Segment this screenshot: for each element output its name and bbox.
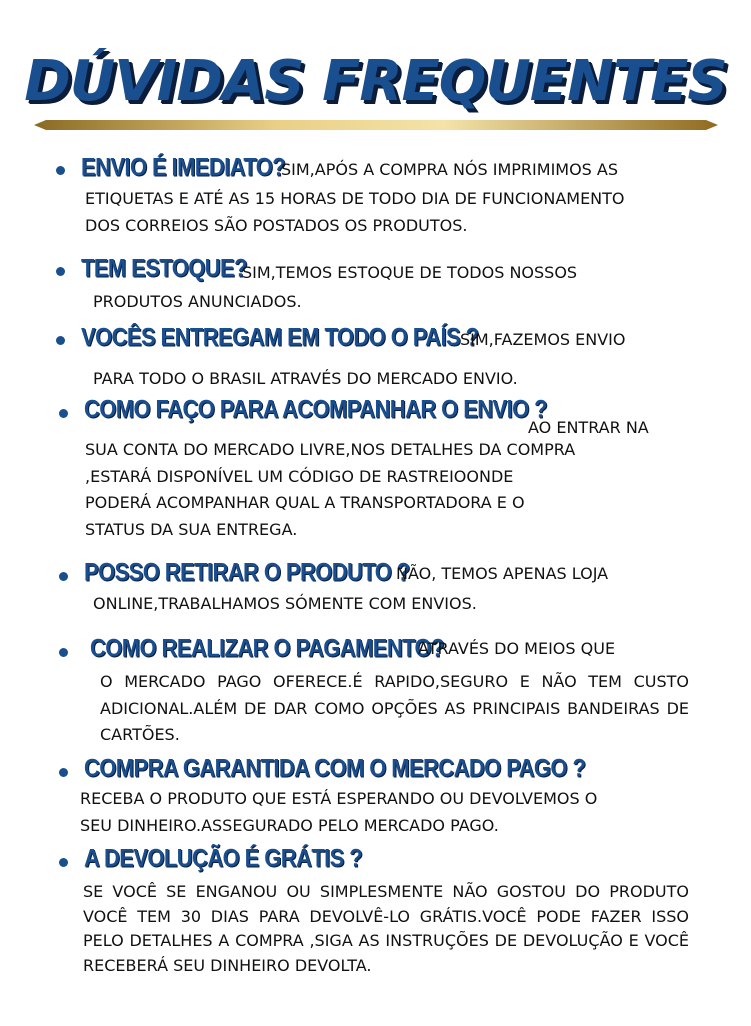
faq-question: ENVIO É IMEDIATO?	[81, 152, 286, 181]
faq-answer-line: PODERÁ ACOMPANHAR QUAL A TRANSPORTADORA E O	[85, 493, 525, 512]
bullet-icon	[59, 409, 68, 418]
faq-question: A DEVOLUÇÃO É GRÁTIS ?	[84, 843, 363, 872]
bullet-icon	[59, 768, 68, 777]
faq-answer-inline: SIM,TEMOS ESTOQUE DE TODOS NOSSOS	[242, 263, 578, 282]
faq-answer	[93, 366, 518, 393]
faq-answer-inline: NÃO, TEMOS APENAS LOJA	[396, 564, 609, 583]
faq-question: COMPRA GARANTIDA COM O MERCADO PAGO ?	[84, 753, 586, 782]
faq-answer-line: STATUS DA SUA ENTREGA.	[85, 519, 298, 539]
page-title: DÚVIDAS FREQUENTES	[24, 49, 727, 114]
faq-answer	[85, 437, 575, 543]
faq-answer	[85, 186, 625, 239]
faq-answer-line: PARA TODO O BRASIL ATRAVÉS DO MERCADO ENVIO.	[93, 369, 518, 388]
bullet-icon	[56, 166, 65, 175]
bullet-icon	[59, 572, 68, 581]
faq-answer-line: RECEBA O PRODUTO QUE ESTÁ ESPERANDO OU DEVOLVEMOS O	[80, 789, 598, 808]
faq-question: COMO FAÇO PARA ACOMPANHAR O ENVIO ?	[84, 394, 548, 423]
faq-answer-inline: AO ENTRAR NA	[528, 418, 649, 437]
faq-question: COMO REALIZAR O PAGAMENTO?	[90, 633, 444, 662]
gold-divider	[34, 120, 718, 130]
faq-question: TEM ESTOQUE?	[81, 253, 247, 282]
faq-answer-line: SUA CONTA DO MERCADO LIVRE,NOS DETALHES DA COMPRA	[85, 440, 576, 459]
faq-answer-line: SEU DINHEIRO.ASSEGURADO PELO MERCADO PAGO.	[80, 815, 499, 835]
faq-answer-line: ETIQUETAS E ATÉ AS 15 HORAS DE TODO DIA DE FUNCIONAMENTO	[85, 189, 625, 208]
bullet-icon	[56, 336, 65, 345]
faq-answer	[80, 786, 597, 839]
faq-answer-line: ONLINE,TRABALHAMOS SÓMENTE COM ENVIOS.	[93, 594, 477, 613]
faq-answer-inline: ATRAVÉS DO MEIOS QUE	[418, 639, 616, 658]
bullet-icon	[56, 267, 65, 276]
faq-answer: SE VOCÊ SE ENGANOU OU SIMPLESMENTE NÃO GOSTOU DO PRODUTO VOCÊ TEM 30 DIAS PARA DEVOLVÊ-LO GRÁTIS.VOCÊ PODE FAZER ISSO PELO DETALHES A COMPRA ,SIGA AS INSTRUÇÕES DE DEVOLUÇÃO E VOCÊ RECEBERÁ SEU DINHEIRO DEVOLTA.	[83, 882, 689, 975]
faq-answer-line: PRODUTOS ANUNCIADOS.	[93, 292, 302, 311]
faq-answer: O MERCADO PAGO OFERECE.É RAPIDO,SEGURO E NÃO TEM CUSTO ADICIONAL.ALÉM DE DAR COMO OPÇÕES AS PRINCIPAIS BANDEIRAS DE CARTÕES.	[100, 672, 689, 744]
faq-question: POSSO RETIRAR O PRODUTO ?	[84, 557, 410, 586]
faq-answer-line: ,ESTARÁ DISPONÍVEL UM CÓDIGO DE RASTREIOONDE	[85, 466, 514, 486]
faq-answer-inline: SIM,APÓS A COMPRA NÓS IMPRIMIMOS AS	[281, 160, 619, 179]
faq-answer	[93, 289, 302, 316]
faq-answer-inline: SIM,FAZEMOS ENVIO	[460, 330, 626, 349]
faq-answer	[93, 591, 477, 618]
bullet-icon	[59, 648, 68, 657]
bullet-icon	[59, 858, 68, 867]
faq-answer-line: DOS CORREIOS SÃO POSTADOS OS PRODUTOS.	[85, 215, 468, 235]
faq-question: VOCÊS ENTREGAM EM TODO O PAÍS ?	[81, 322, 479, 351]
